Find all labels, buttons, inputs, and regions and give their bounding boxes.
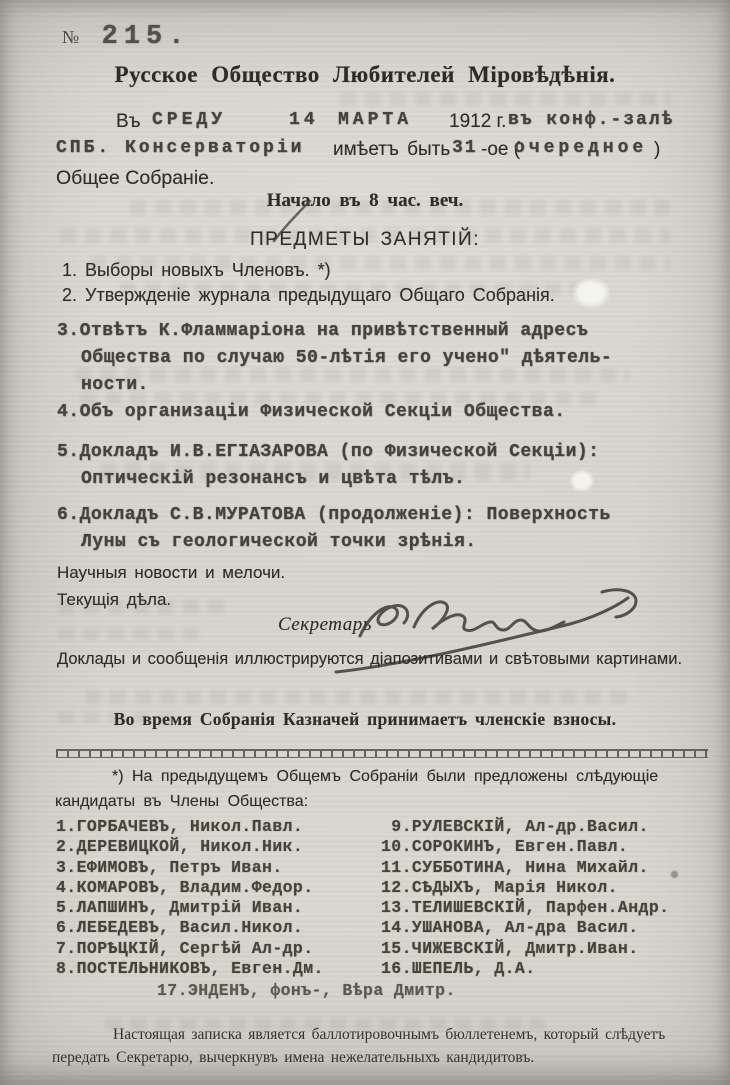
candidate-item: 15.ЧИЖЕВСКІЙ, Дмитр.Иван. [381, 938, 639, 958]
intro-typed-session-no: 31 [452, 138, 478, 158]
start-time: Начало въ 8 час. веч. [266, 190, 464, 211]
agenda-item-5-line2: Оптическій резонансъ и цвѣта тѣлъ. [81, 469, 466, 489]
intro-printed-meeting: Общее Собраніе. [56, 167, 215, 189]
bleedthrough-artifact [340, 92, 670, 106]
number-sign: № [62, 27, 80, 47]
agenda-heading: ПРЕДМЕТЫ ЗАНЯТІЙ: [250, 229, 480, 250]
ballot-note-line1: Настоящая записка является баллотировочнымъ бюллетенемъ, который слѣдуетъ [113, 1026, 666, 1043]
candidate-item: 10.СОРОКИНЪ, Евген.Павл. [381, 837, 629, 857]
agenda-item-4 [57, 399, 711, 426]
intro-typed-hall: въ конф.-залѣ [508, 110, 675, 130]
ballot-note-line2: передать Секретарю, вычеркнувъ имена нежелательныхъ кандидитовъ. [52, 1049, 535, 1066]
candidate-item: 9.РУЛЕВСКІЙ, Ал-др.Васил. [381, 817, 649, 836]
agenda-item-2: 2. Утвержденіе журнала предыдущаго Общаго Собранія. [62, 285, 555, 305]
agenda-item-6 [57, 502, 711, 556]
candidate-item: 8.ПОСТЕЛЬНИКОВЪ, Евген.Дм. [56, 959, 324, 979]
intro-printed-year: 1912 г. [449, 111, 507, 132]
bleedthrough-artifact [85, 690, 630, 704]
intro-typed-month: МАРТА [338, 110, 413, 130]
ink-smudge [670, 870, 679, 879]
footnote-line2: кандидаты въ Члены Общества: [55, 793, 309, 810]
intro-printed-close-paren: ) [654, 139, 661, 160]
candidate-item: 1.ГОРБАЧЕВЪ, Никол.Павл. [56, 817, 304, 836]
candidate-item: 14.УШАНОВА, Ал-дра Васил. [381, 918, 639, 938]
intro-typed-weekday: СРЕДУ [152, 110, 227, 130]
agenda-item-4-line1: 4.Объ организаціи Физической Секціи Общества. [57, 402, 566, 422]
agenda-item-6-line1: 6.Докладъ С.В.МУРАТОВА (продолженіе): Поверхность [57, 505, 611, 525]
misc-line-current: Текущія дѣла. [57, 590, 172, 609]
candidate-item: 12.СѢДЫХЪ, Марія Никол. [381, 877, 618, 897]
candidate-item: 5.ЛАПШИНЪ, Дмитрій Иван. [56, 898, 304, 918]
agenda-item-3-line3: ности. [81, 375, 149, 395]
candidate-item: 7.ПОРѢЦКІЙ, Сергѣй Ал-др. [56, 938, 314, 958]
intro-typed-session-kind: очередное [514, 138, 648, 158]
intro-printed-ordinal: -ое ( [481, 139, 521, 160]
document-number-row [62, 22, 190, 52]
agenda-item-5-line1: 5.Докладъ И.В.ЕГІАЗАРОВА (по Физической Секціи): [57, 442, 600, 462]
slides-note: Доклады и сообщенія иллюстрируются діапозитивами и свѣтовыми картинами. [57, 650, 683, 668]
misc-line-news: Научныя новости и мелочи. [57, 563, 286, 582]
candidate-item: 16.ШЕПЕЛЬ, Д.А. [381, 959, 536, 979]
secretary-label: Секретарь [278, 614, 372, 635]
intro-typed-place: СПБ. Консерваторіи [56, 138, 305, 158]
ornamental-divider [56, 749, 708, 758]
page-title: Русское Общество Любителей Міровѣдѣнія. [114, 62, 616, 87]
agenda-item-3-line1: 3.Отвѣтъ К.Фламмаріона на привѣтственный адресъ [57, 321, 589, 341]
agenda-item-3-line2: Общества по случаю 50-лѣтія его учено" дѣятель- [81, 348, 613, 368]
intro-printed-will-be: имѣетъ быть [333, 139, 451, 160]
candidate-item: 3.ЕФИМОВЪ, Петръ Иван. [56, 857, 283, 877]
candidate-column-left [56, 817, 324, 979]
footnote-line1: *) На предыдущемъ Общемъ Собраніи были предложены слѣдующіе [112, 768, 659, 785]
document-number: 215. [101, 22, 191, 52]
candidate-item: 4.КОМАРОВЪ, Владим.Федор. [56, 877, 314, 897]
candidate-column-right [381, 817, 669, 979]
candidate-item: 13.ТЕЛИШЕВСКІЙ, Парфен.Андр. [381, 898, 670, 918]
intro-typed-day: 14 [289, 110, 319, 130]
bleedthrough-artifact [58, 628, 208, 640]
paper-damage-spot [572, 278, 610, 308]
agenda-item-1: 1. Выборы новыхъ Членовъ. *) [62, 260, 331, 280]
candidate-item: 6.ЛЕБЕДЕВЪ, Васил.Никол. [56, 918, 304, 938]
candidate-item: 11.СУББОТИНА, Нина Михайл. [381, 857, 649, 877]
candidate-item-last: 17.ЭНДЕНЪ, фонъ-, Вѣра Дмитр. [157, 981, 456, 1000]
agenda-item-5 [57, 439, 711, 493]
treasurer-note: Во время Собранія Казначей принимаетъ членскіе взносы. [113, 709, 617, 729]
agenda-item-6-line2: Луны съ геологической точки зрѣнія. [81, 532, 477, 552]
agenda-item-3 [57, 318, 711, 399]
candidate-item: 2.ДЕРЕВИЦКОЙ, Никол.Ник. [56, 837, 304, 857]
intro-printed-in: Въ [116, 111, 141, 132]
